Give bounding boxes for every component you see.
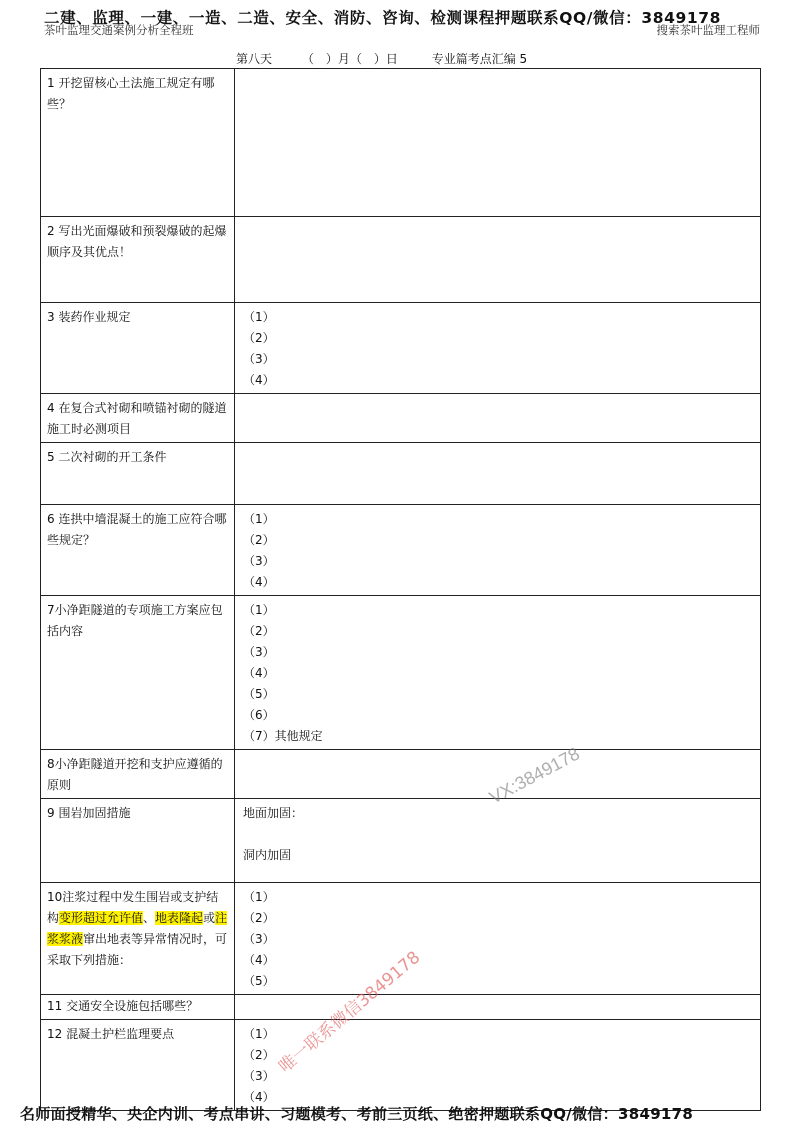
footer-banner: 名师面授精华、央企内训、考点串讲、习题模考、考前三页纸、绝密押题联系QQ/微信：3849178	[20, 1105, 694, 1123]
question-cell: 12 混凝土护栏监理要点	[41, 1020, 235, 1111]
answer-line: （4）	[243, 373, 275, 387]
question-cell: 3 装药作业规定	[41, 303, 235, 394]
answer-line: （7）其他规定	[243, 729, 323, 743]
answer-cell[interactable]	[235, 443, 761, 505]
answer-line: （1）	[243, 1027, 275, 1041]
table-row	[41, 596, 761, 750]
answer-line: （3）	[243, 352, 275, 366]
date-label: （ ）月（ ）日	[301, 52, 398, 66]
answer-line: （6）	[243, 708, 275, 722]
question-cell: 1 开挖留核心土法施工规定有哪些？	[41, 69, 235, 217]
answer-line: （1）	[243, 310, 275, 324]
question-cell: 6 连拱中墙混凝土的施工应符合哪些规定？	[41, 505, 235, 596]
question-cell: 5 二次衬砌的开工条件	[41, 443, 235, 505]
table-row	[41, 505, 761, 596]
answer-cell[interactable]	[235, 883, 761, 995]
answer-line: （4）	[243, 666, 275, 680]
question-cell: 11 交通安全设施包括哪些？	[41, 995, 235, 1020]
answer-cell[interactable]	[235, 799, 761, 883]
question-cell: 2 写出光面爆破和预裂爆破的起爆顺序及其优点！	[41, 217, 235, 303]
table-row	[41, 394, 761, 443]
answer-line: （4）	[243, 1090, 275, 1104]
table-row	[41, 799, 761, 883]
answer-line: （5）	[243, 974, 275, 988]
answer-line: 地面加固：	[243, 806, 304, 820]
answer-line: （2）	[243, 533, 275, 547]
answer-cell[interactable]	[235, 505, 761, 596]
highlight-text: 变形超过允许值	[59, 911, 144, 925]
question-cell: 9 围岩加固措施	[41, 799, 235, 883]
answer-line: （2）	[243, 1048, 275, 1062]
search-hint: 搜索茶叶监理工程师	[656, 23, 760, 37]
answer-line: （2）	[243, 624, 275, 638]
table-row	[41, 443, 761, 505]
highlight-text: 注浆浆液	[47, 911, 228, 946]
answer-line: 洞内加固	[243, 848, 292, 862]
table-row	[41, 303, 761, 394]
answer-cell[interactable]	[235, 995, 761, 1020]
answer-line: （5）	[243, 687, 275, 701]
answer-line: （4）	[243, 575, 275, 589]
answer-line: （1）	[243, 512, 275, 526]
answer-line: （1）	[243, 603, 275, 617]
answer-line: （1）	[243, 890, 275, 904]
question-cell: 8小净距隧道开挖和支护应遵循的原则	[41, 750, 235, 799]
highlight-text: 地表隆起	[155, 911, 204, 925]
answer-line: （2）	[243, 331, 275, 345]
course-name: 茶叶监理交通案例分析全程班	[44, 23, 194, 37]
question-cell: 10注浆过程中发生围岩或支护结构变形超过允许值、地表隆起或注浆浆液窜出地表等异常情况时，可采取下列措施：	[41, 883, 235, 995]
answer-line: （3）	[243, 1069, 275, 1083]
answer-line: （3）	[243, 932, 275, 946]
answer-line: （3）	[243, 554, 275, 568]
answer-line: （4）	[243, 953, 275, 967]
answer-cell[interactable]	[235, 303, 761, 394]
answer-cell[interactable]	[235, 69, 761, 217]
watermark-vx: VX:3849178	[486, 743, 583, 808]
answer-cell[interactable]	[235, 394, 761, 443]
question-cell: 7小净距隧道的专项施工方案应包括内容	[41, 596, 235, 750]
answer-cell[interactable]	[235, 217, 761, 303]
table-row	[41, 217, 761, 303]
table-row	[41, 995, 761, 1020]
table-row	[41, 69, 761, 217]
day-label: 第八天	[236, 52, 273, 66]
topic-label: 专业篇考点汇编 5	[431, 52, 528, 66]
question-cell: 4 在复合式衬砌和喷锚衬砌的隧道施工时必测项目	[41, 394, 235, 443]
table-row	[41, 1020, 761, 1111]
table-row	[41, 750, 761, 799]
answer-line: （3）	[243, 645, 275, 659]
answer-line: （2）	[243, 911, 275, 925]
watermark-contact: 唯一联系微信3849178	[275, 947, 425, 1078]
answer-cell[interactable]	[235, 596, 761, 750]
page-title	[236, 50, 527, 67]
top-banner: 二建、监理、一建、一造、二造、安全、消防、咨询、检测课程押题联系QQ/微信：3849178	[44, 9, 722, 27]
